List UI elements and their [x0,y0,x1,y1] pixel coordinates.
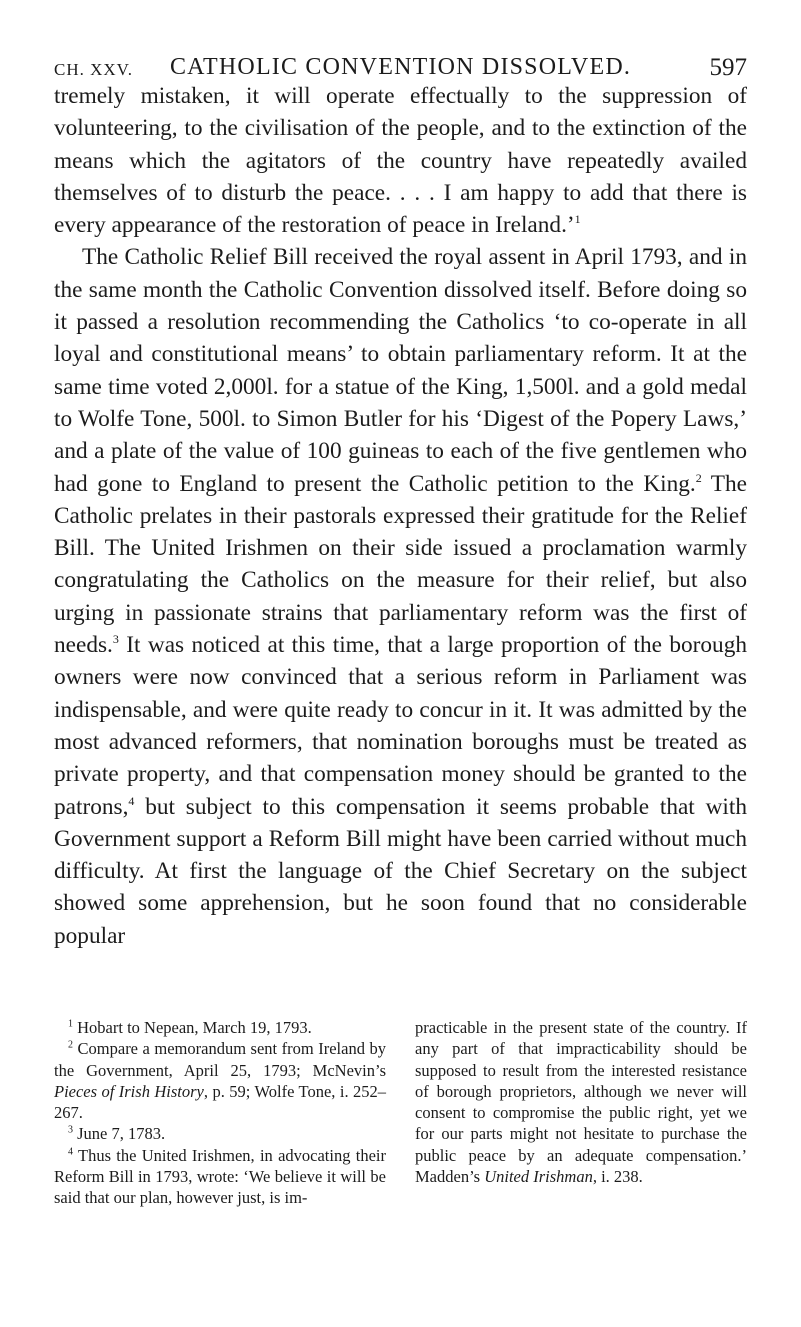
footnote-text: June 7, 1783. [73,1124,166,1144]
footnote-text: , i. 238. [592,1167,643,1187]
footnote-number: 4 [68,1146,73,1158]
paragraph-text: The Catholic Relief Bill received the royal assent in April 1793, and in the same month the Catholic Convention dissolved itself. Before doing so it passed a resolution recommending the Catholics ‘to co-operate in all loyal and constitutional means’ to obtain parliamentary reform. It at the same time voted 2,000l. for a statue of the King, 1,500l. and a gold medal to Wolfe Tone, 500l. to Simon Butler for his ‘Digest of the Popery Laws,’ and a plate of the value of 100 guineas to each of the five gentlemen who had gone to England to present the Catholic petition to the King. [54,244,747,497]
footnote-text: Thus the United Irishmen, in advocating their Reform Bill in 1793, wrote: ‘We believe it will be said that our plan, however just, is im- [54,1145,386,1208]
footnote-1 [54,1017,386,1038]
footnote-ref: 3 [112,632,119,647]
chapter-label: CH. XXV. [54,60,134,79]
footnotes [54,1017,747,1209]
footnote-3 [54,1123,386,1144]
paragraph-text: tremely mistaken, it will operate effectually to the suppression of volunteering, to the civilisation of the people, and to the extinction of the means which the agitators of the country have repeatedly availed themselves of to disturb the peace. . . . I am happy to add that there is every appearance of the restoration of peace in Ireland.’ [54,83,747,239]
footnote-4-continued [415,1017,747,1187]
footnote-number: 2 [68,1039,73,1051]
paragraph-text: The Catholic prelates in their pastorals expressed their gratitude for the Relief Bill. The United Irishmen on their side issued a proclamation warmly congratulating the Catholics on the measure for their relief, but also urging in passionate strains that parliamentary reform was the first of needs. [54,470,747,659]
footnotes-right-column [415,1017,747,1209]
footnote-text: , p. 59; Wolfe Tone, i. 252–267. [54,1081,387,1123]
cited-title: Pieces of Irish History [54,1081,204,1101]
paragraph-catholic-relief [54,241,747,952]
footnotes-left-column [54,1017,386,1209]
cited-title: United Irishman [484,1167,593,1187]
footnote-2 [54,1038,386,1123]
page-number: 597 [709,54,747,81]
footnote-text: practicable in the present state of the country. If any part of that impracticability should be supposed to result from the interested resistance of borough proprietors, although we never will consent to compromise the public right, yet we for our parts might not hesitate to purchase the public peace by an adequate compensation.’ Madden’s [415,1018,747,1187]
footnote-text: Compare a memorandum sent from Ireland by the Government, April 25, 1793; McNevin’s [54,1039,386,1080]
footnote-ref: 2 [695,470,702,485]
paragraph-text: but subject to this compensation it seems probable that with Government support a Reform Bill might have been carried without much difficulty. At first the language of the Chief Secretary on the subject showed some apprehension, but he soon found that no considerable popular [54,793,747,949]
footnote-ref: 1 [574,212,581,227]
paragraph-continued [54,80,747,241]
main-text [54,80,747,952]
running-title: CATHOLIC CONVENTION DISSOLVED. [169,54,632,80]
footnote-ref: 4 [128,793,135,808]
footnote-text: Hobart to Nepean, March 19, 1793. [73,1018,312,1037]
footnote-4 [54,1145,386,1209]
footnote-number: 3 [68,1124,73,1136]
paragraph-text: It was noticed at this time, that a large proportion of the borough owners were now convinced that a serious reform in Parliament was indispensable, and were quite ready to concur in it. It was admitted by the most advanced reformers, that nomination boroughs must be treated as private property, and that compensation money should be granted to the patrons, [54,632,747,820]
footnote-number: 1 [68,1018,73,1030]
